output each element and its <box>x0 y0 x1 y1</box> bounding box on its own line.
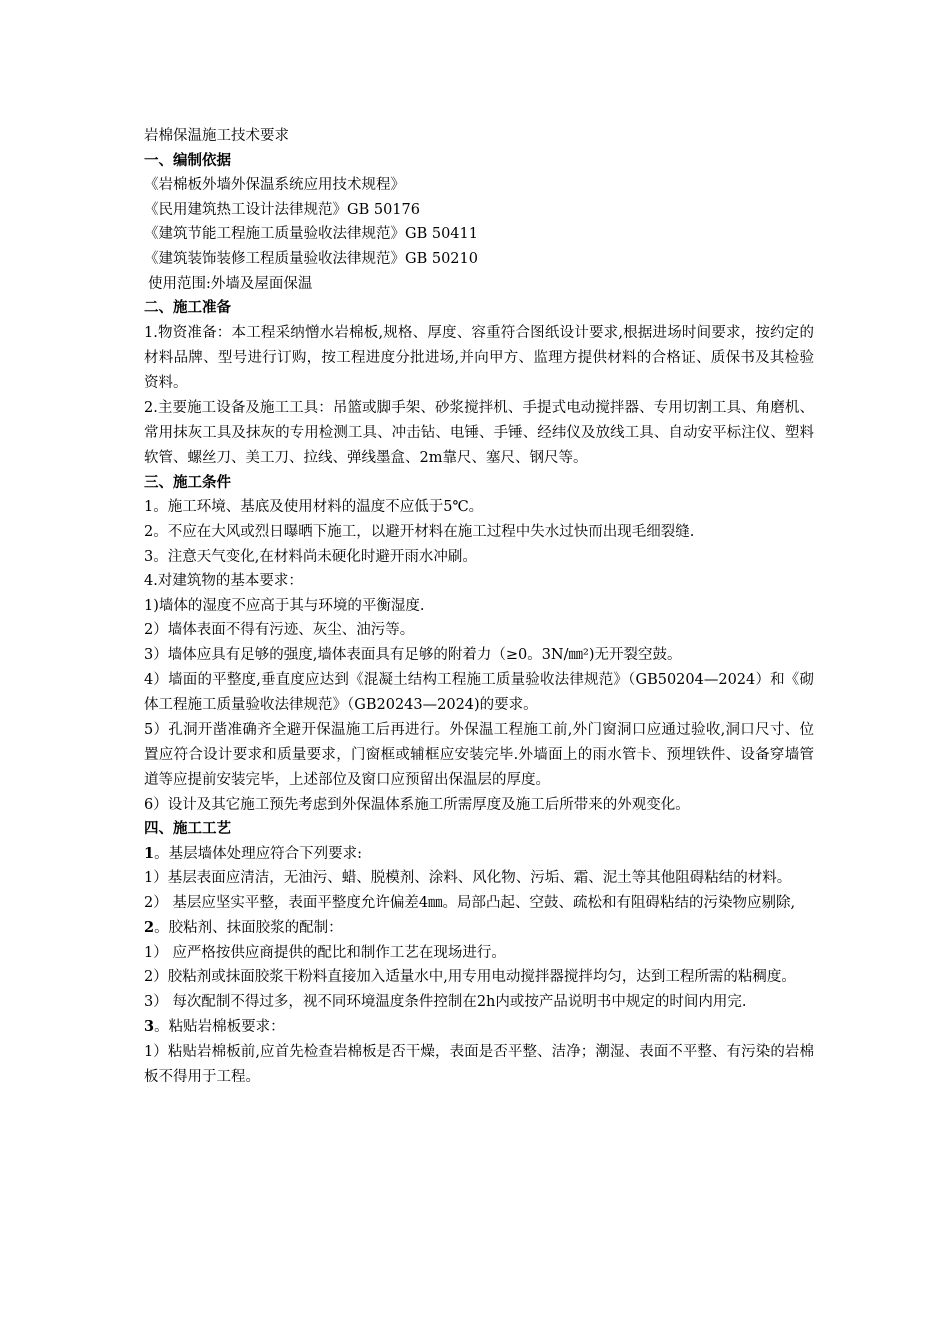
condition-item: 2。不应在大风或烈日曝晒下施工，以避开材料在施工过程中失水过快而出现毛细裂缝. <box>144 523 695 540</box>
basis-item: 《岩棉板外墙外保温系统应用技术规程》 <box>144 177 405 194</box>
process-item: 1）基层表面应清洁，无油污、蜡、脱模剂、涂料、风化物、污垢、霜、泥土等其他阻碍粘结的材料。 <box>144 870 792 887</box>
building-requirement: 4）墙面的平整度,垂直度应达到《混凝土结构工程施工质量验收法律规范》（GB50204—2024）和《砌体工程施工质量验收法律规范》（GB20243—2024)的要求。 <box>144 671 814 713</box>
document-page <box>144 124 814 1090</box>
scope-of-use: 使用范围:外墙及屋面保温 <box>148 275 313 292</box>
document-title: 岩棉保温施工技术要求 <box>144 128 289 144</box>
building-requirement: 1)墙体的湿度不应高于其与环境的平衡湿度. <box>144 597 425 614</box>
basis-item: 《建筑装饰装修工程质量验收法律规范》GB 50210 <box>144 250 478 267</box>
condition-item: 4.对建筑物的基本要求： <box>144 573 303 590</box>
paragraph-equipment-tools: 2.主要施工设备及施工工具：吊篮或脚手架、砂浆搅拌机、手提式电动搅拌器、专用切割工具、角磨机、常用抹灰工具及抹灰的专用检测工具、冲击钻、电锤、手锤、经纬仪及放线工具、自动安平标注仪、塑料软管、螺丝刀、美工刀、拉线、弹线墨盒、2m靠尺、塞尺、钢尺等。 <box>144 399 814 466</box>
condition-item: 3。注意天气变化,在材料尚未硬化时避开雨水冲刷。 <box>144 548 477 565</box>
condition-item: 1。施工环境、基底及使用材料的温度不应低于5℃。 <box>144 499 484 516</box>
process-subheading-number: 3 <box>144 1018 155 1036</box>
process-subheading-number: 1 <box>144 844 155 862</box>
building-requirement: 5）孔洞开凿准确齐全避开保温施工后再进行。外保温工程施工前,外门窗洞口应通过验收,洞口尺寸、位置应符合设计要求和质量要求，门窗框或辅框应安装完毕.外墙面上的雨水管卡、预埋铁件、设备穿墙管道等应提前安装完毕，上述部位及窗口应预留出保温层的厚度。 <box>144 721 814 788</box>
building-requirement: 3）墙体应具有足够的强度,墙体表面具有足够的附着力（≥0。3N/㎜²)无开裂空鼓。 <box>144 646 682 663</box>
section-heading-conditions: 三、施工条件 <box>144 474 231 491</box>
basis-item: 《建筑节能工程施工质量验收法律规范》GB 50411 <box>144 226 478 243</box>
process-item: 2） 基层应坚实平整，表面平整度允许偏差4㎜。局部凸起、空鼓、疏松和有阻碍粘结的污染物应剔除, <box>144 895 796 912</box>
process-item: 1）粘贴岩棉板前,应首先检查岩棉板是否干燥，表面是否平整、洁净；潮湿、表面不平整、有污染的岩棉板不得用于工程。 <box>144 1044 814 1086</box>
process-item: 1） 应严格按供应商提供的配比和制作工艺在现场进行。 <box>144 944 506 961</box>
process-subheading <box>144 916 814 941</box>
process-item: 3） 每次配制不得过多，视不同环境温度条件控制在2h内或按产品说明书中规定的时间内用完. <box>144 994 747 1011</box>
building-requirement: 6）设计及其它施工预先考虑到外保温体系施工所需厚度及施工后所带来的外观变化。 <box>144 796 690 813</box>
process-subheading-number: 2 <box>144 919 155 937</box>
section-heading-process: 四、施工工艺 <box>144 821 231 838</box>
section-heading-preparation: 二、施工准备 <box>144 300 231 317</box>
building-requirement: 2）墙体表面不得有污迹、灰尘、油污等。 <box>144 622 415 639</box>
section-heading-basis: 一、编制依据 <box>144 152 231 169</box>
paragraph-material-preparation: 1.物资准备：本工程采纳憎水岩棉板,规格、厚度、容重符合图纸设计要求,根据进场时间要求，按约定的材料品牌、型号进行订购，按工程进度分批进场,并向甲方、监理方提供材料的合格证、质保书及其检验资料。 <box>144 324 814 391</box>
process-subheading-text: 。基层墙体处理应符合下列要求: <box>154 845 362 862</box>
process-subheading <box>144 1015 814 1040</box>
process-subheading <box>144 842 814 867</box>
process-item: 2）胶粘剂或抹面胶浆干粉料直接加入适量水中,用专用电动搅拌器搅拌均匀，达到工程所需的粘稠度。 <box>144 969 796 986</box>
process-subheading-text: 。胶粘剂、抹面胶浆的配制： <box>154 920 343 937</box>
basis-item: 《民用建筑热工设计法律规范》GB 50176 <box>144 201 420 218</box>
process-subheading-text: 。粘贴岩棉板要求： <box>154 1019 285 1036</box>
